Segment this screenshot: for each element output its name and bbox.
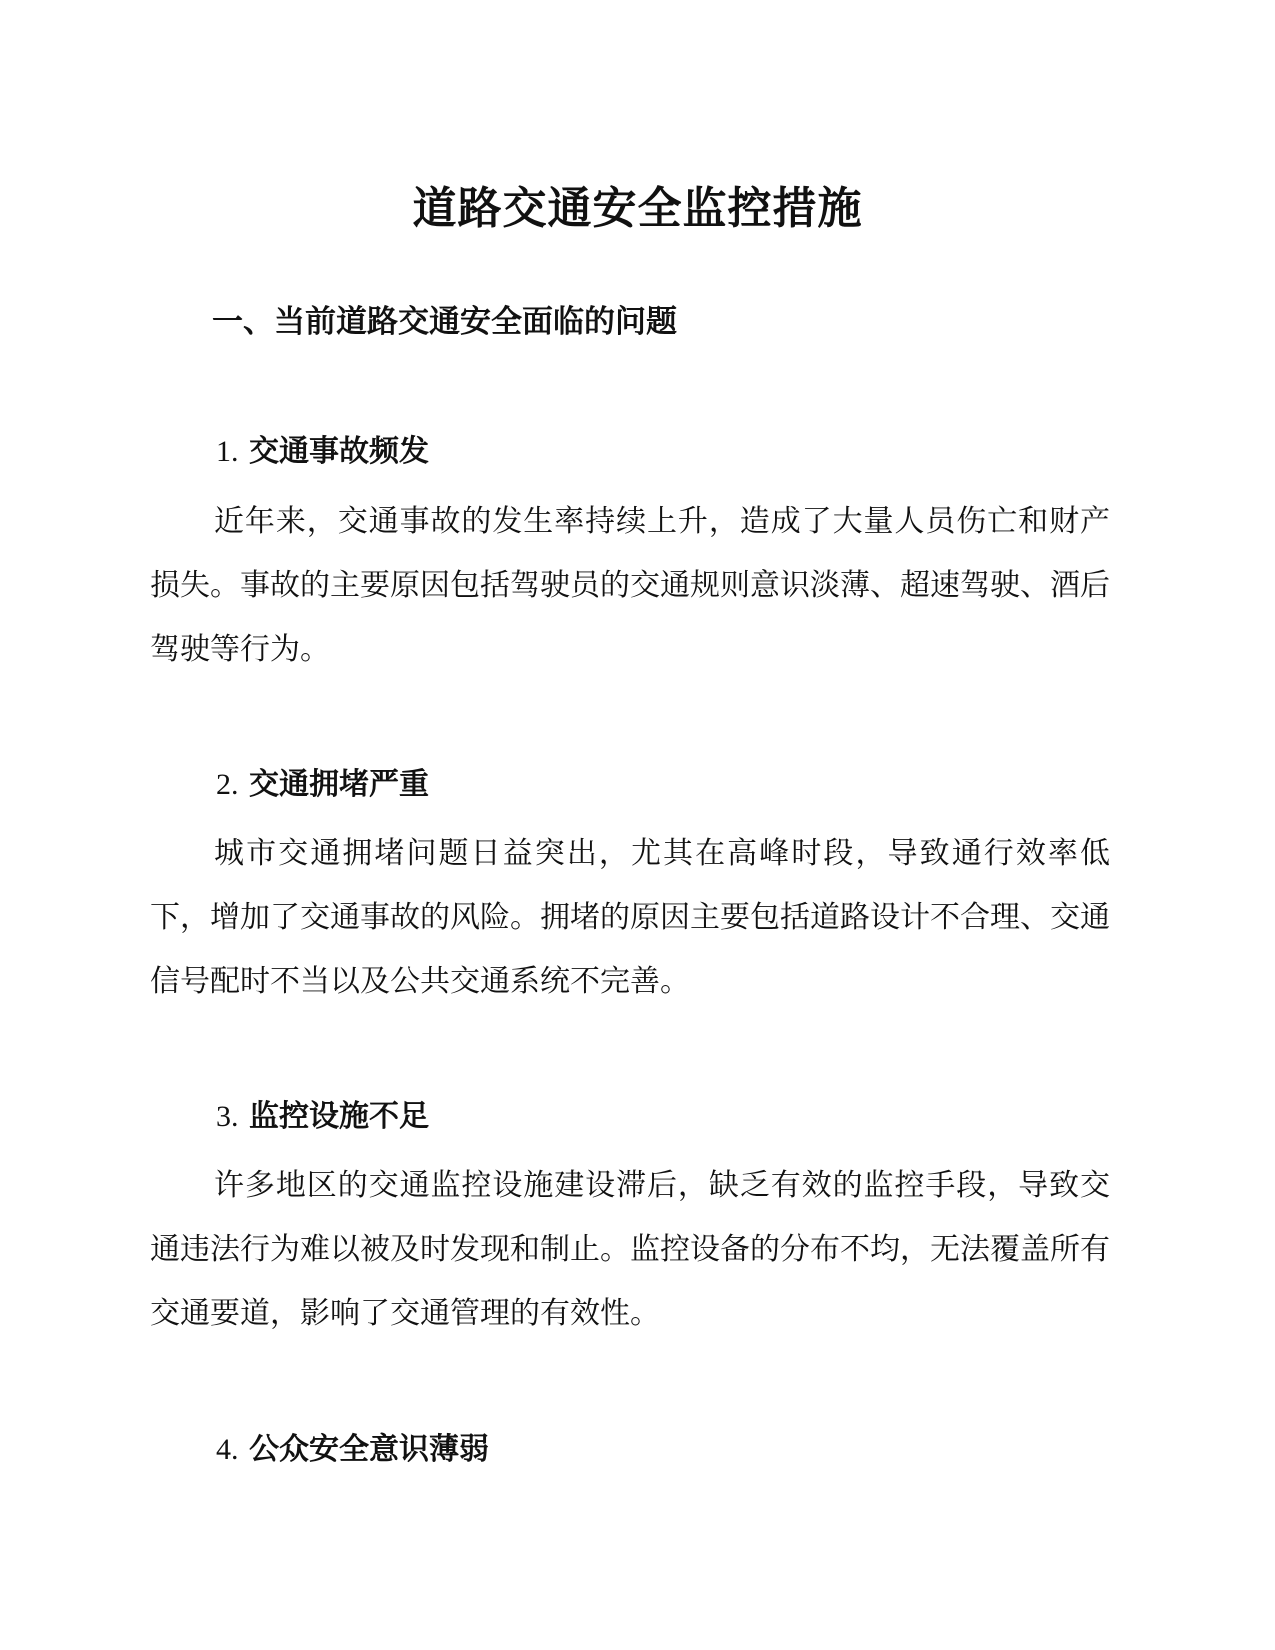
item-heading-4 (216, 1428, 489, 1472)
item-paragraph-2: 城市交通拥堵问题日益突出，尤其在高峰时段，导致通行效率低下，增加了交通事故的风险。拥堵的原因主要包括道路设计不合理、交通信号配时不当以及公共交通系统不完善。 (150, 836, 1110, 999)
item-paragraph-3: 许多地区的交通监控设施建设滞后，缺乏有效的监控手段，导致交通违法行为难以被及时发现和制止。监控设备的分布不均，无法覆盖所有交通要道，影响了交通管理的有效性。 (150, 1168, 1110, 1331)
item-paragraph-1: 近年来，交通事故的发生率持续上升，造成了大量人员伤亡和财产损失。事故的主要原因包括驾驶员的交通规则意识淡薄、超速驾驶、酒后驾驶等行为。 (150, 504, 1110, 667)
item-heading-3 (216, 1095, 429, 1139)
item-number: 3. (216, 1100, 239, 1133)
item-number: 4. (216, 1433, 239, 1466)
item-heading-2 (216, 763, 429, 807)
item-title: 交通事故频发 (248, 434, 429, 469)
item-title: 监控设施不足 (248, 1099, 429, 1134)
item-number: 2. (216, 768, 239, 801)
item-title: 交通拥堵严重 (248, 767, 429, 802)
section-heading: 一、当前道路交通安全面临的问题 (212, 304, 677, 340)
item-number: 1. (216, 435, 239, 468)
item-title: 公众安全意识薄弱 (248, 1432, 489, 1467)
item-heading-1 (216, 430, 429, 474)
document-title: 道路交通安全监控措施 (412, 183, 863, 235)
